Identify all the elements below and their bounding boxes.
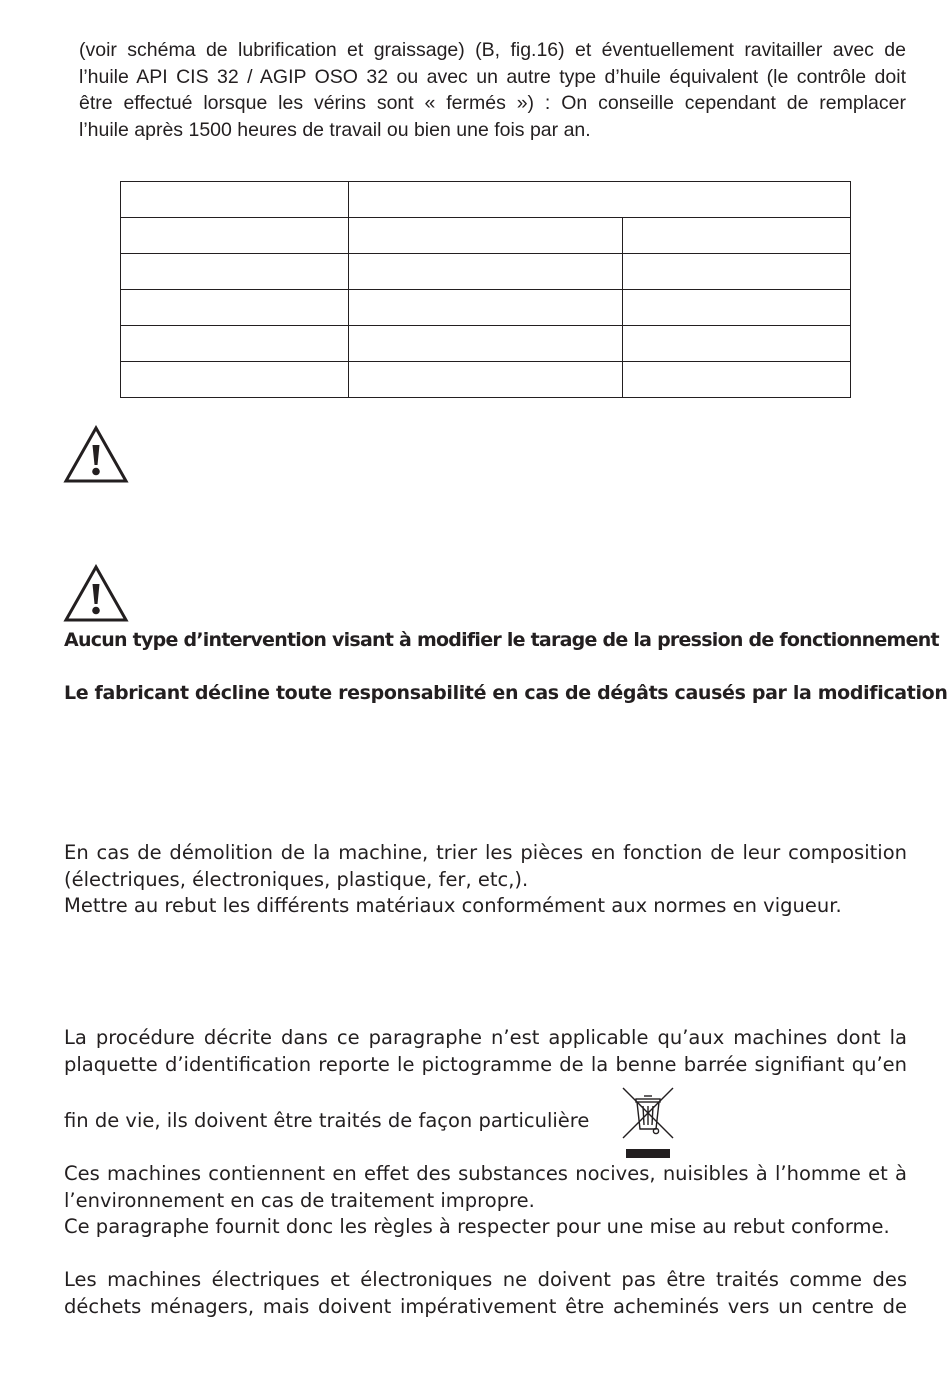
weee-paragraph-cont xyxy=(64,1161,907,1241)
text-line: En cas de démolition de la machine, trier les pièces en fonction de leur composition xyxy=(64,841,907,864)
table-row xyxy=(121,254,851,290)
table-row xyxy=(121,218,851,254)
weee-paragraph-end xyxy=(64,1267,907,1320)
intro-line: (voir schéma de lubrification et graissage) (B, fig.16) et éventuellement ravitailler avec de xyxy=(79,39,906,61)
table-cell xyxy=(349,254,623,290)
demolition-paragraph xyxy=(64,840,907,920)
table-row xyxy=(121,326,851,362)
crossed-out-bin-icon xyxy=(620,1085,676,1161)
table-cell xyxy=(121,326,349,362)
text-line: Les machines électriques et électroniques ne doivent pas être traités comme des xyxy=(64,1268,907,1291)
text-line: l’environnement en cas de traitement impropre. xyxy=(64,1188,535,1212)
table-cell xyxy=(623,254,851,290)
intro-line: l’huile API CIS 32 / AGIP OSO 32 ou avec un autre type d’huile équivalent (le contrôle doit xyxy=(79,65,906,88)
table-row xyxy=(121,290,851,326)
text-line: Ces machines contiennent en effet des substances nocives, nuisibles à l’homme et à xyxy=(64,1162,907,1185)
table-cell xyxy=(121,362,349,398)
table-cell xyxy=(121,218,349,254)
intro-line: être effectué lorsque les vérins sont « fermés ») : On conseille cependant de remplacer xyxy=(79,92,906,114)
text-line: (électriques, électroniques, plastique, fer, etc,). xyxy=(64,867,529,891)
text-line: La procédure décrite dans ce paragraphe n’est applicable qu’aux machines dont la xyxy=(64,1026,907,1049)
bold-note: Le fabricant décline toute responsabilité en cas de dégâts causés par la modification xyxy=(64,682,948,704)
text-line: plaquette d’identification reporte le pictogramme de la benne barrée signifiant qu’en xyxy=(64,1052,907,1076)
oil-table xyxy=(120,181,851,398)
intro-paragraph xyxy=(79,37,906,143)
weee-paragraph xyxy=(64,1025,907,1078)
table-cell xyxy=(623,290,851,326)
table-cell xyxy=(349,218,623,254)
table-row xyxy=(121,182,851,218)
text-line: Mettre au rebut les différents matériaux conformément aux normes en vigueur. xyxy=(64,894,842,917)
table-cell xyxy=(349,326,623,362)
warning-triangle-icon xyxy=(63,425,129,483)
bold-note: Aucun type d’intervention visant à modifier le tarage de la pression de fonctionnement xyxy=(64,629,939,651)
intro-line: l’huile après 1500 heures de travail ou bien une fois par an. xyxy=(79,118,591,141)
table-row xyxy=(121,362,851,398)
table-cell xyxy=(121,254,349,290)
table-cell xyxy=(623,218,851,254)
table-cell xyxy=(623,326,851,362)
warning-triangle-icon xyxy=(63,564,129,622)
table-cell xyxy=(623,362,851,398)
table-cell xyxy=(121,290,349,326)
text-line: fin de vie, ils doivent être traités de façon particulière xyxy=(64,1109,590,1132)
text-line: déchets ménagers, mais doivent impérativement être acheminés vers un centre de xyxy=(64,1294,907,1318)
table-cell xyxy=(349,362,623,398)
table-cell xyxy=(349,182,851,218)
text-line: Ce paragraphe fournit donc les règles à respecter pour une mise au rebut conforme. xyxy=(64,1215,890,1238)
table-cell xyxy=(121,182,349,218)
table-cell xyxy=(349,290,623,326)
